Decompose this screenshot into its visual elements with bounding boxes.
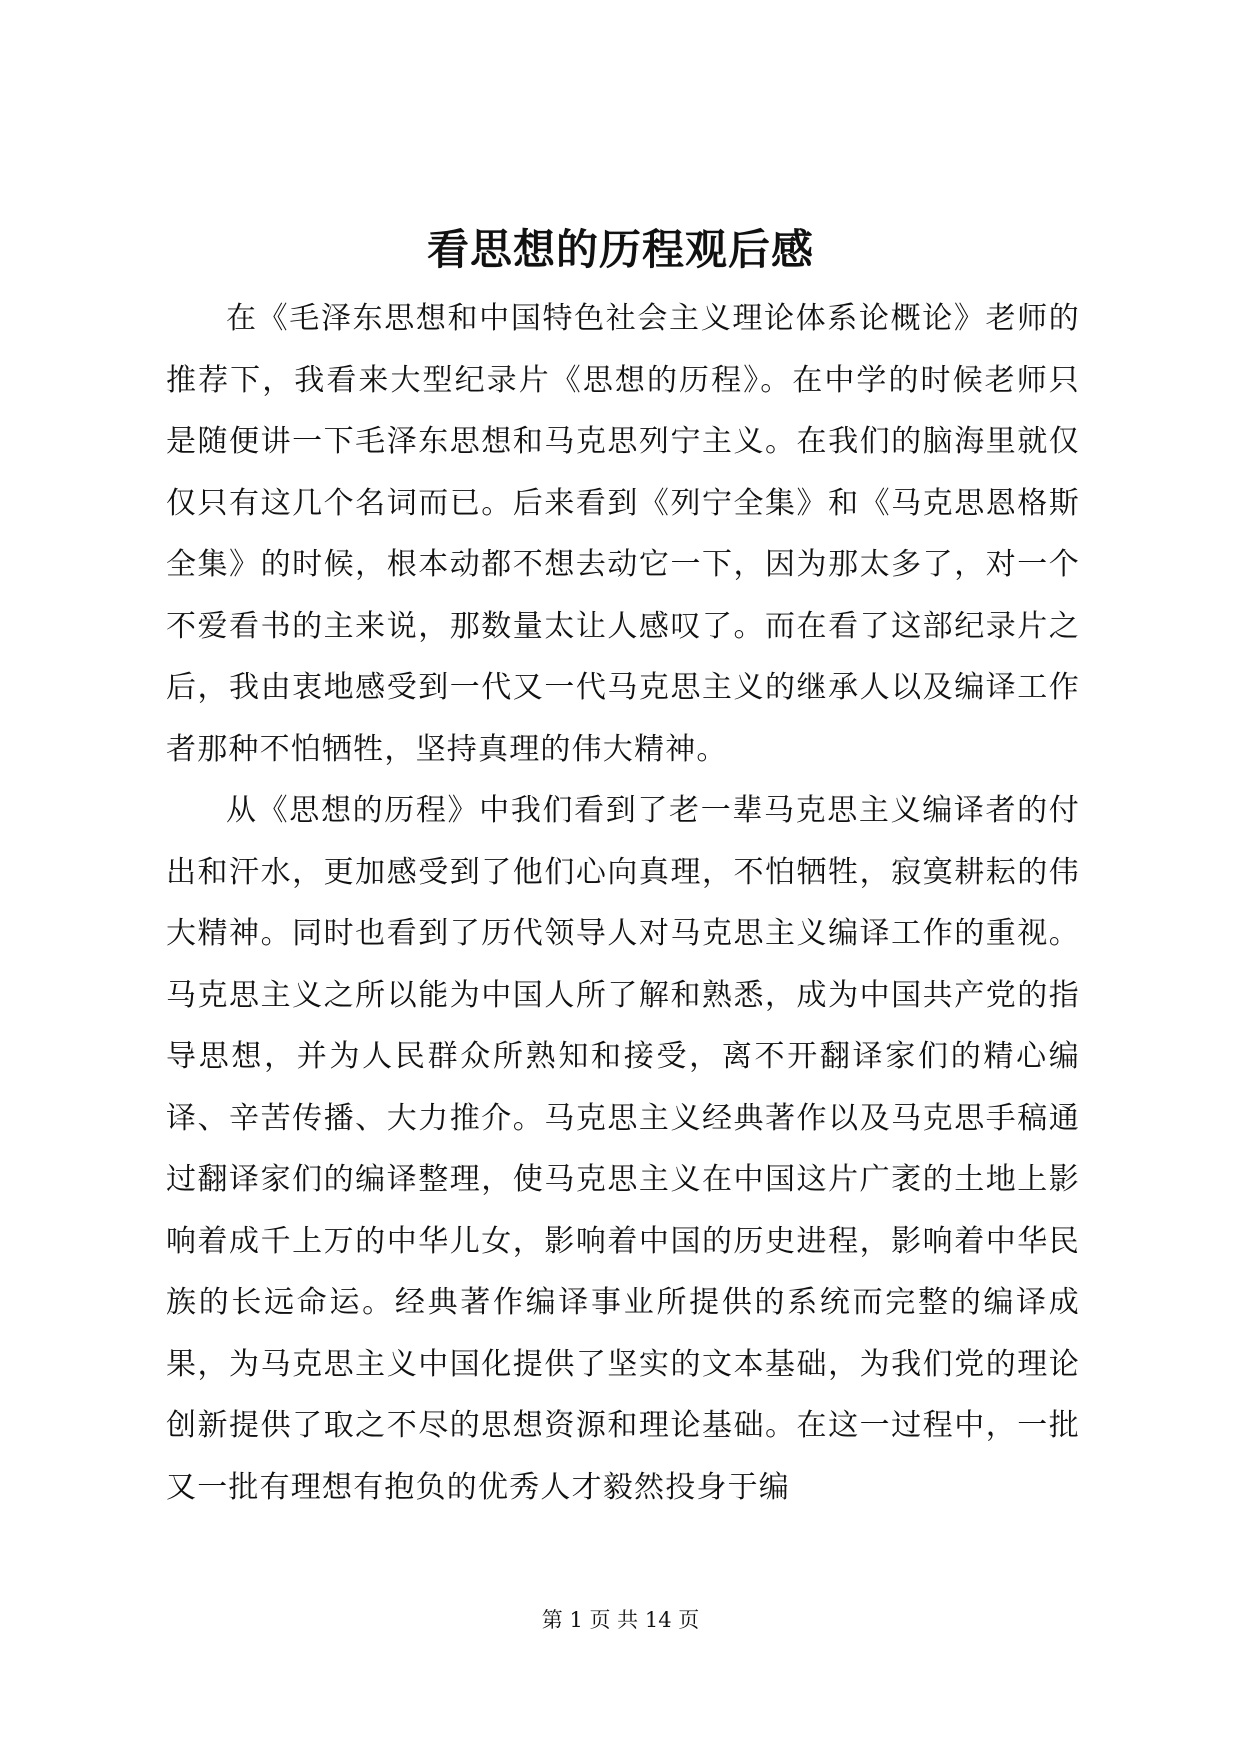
paragraph-2: 从《思想的历程》中我们看到了老一辈马克思主义编译者的付出和汗水，更加感受到了他们心向真理，不怕牺牲，寂寞耕耘的伟大精神。同时也看到了历代领导人对马克思主义编译工作的重视。马克思主义之所以能为中国人所了解和熟悉，成为中国共产党的指导思想，并为人民群众所熟知和接受，离不开翻译家们的精心编译、辛苦传播、大力推介。马克思主义经典著作以及马克思手稿通过翻译家们的编译整理，使马克思主义在中国这片广袤的土地上影响着成千上万的中华儿女，影响着中国的历史进程，影响着中华民族的长远命运。经典著作编译事业所提供的系统而完整的编译成果，为马克思主义中国化提供了坚实的文本基础，为我们党的理论创新提供了取之不尽的思想资源和理论基础。在这一过程中，一批又一批有理想有抱负的优秀人才毅然投身于编 [166, 793, 1080, 1505]
page-number-footer: 第 1 页 共 14 页 [541, 1608, 700, 1632]
document-title: 看思想的历程观后感 [426, 225, 814, 274]
document-body [166, 288, 1080, 1518]
paragraph-1: 在《毛泽东思想和中国特色社会主义理论体系论概论》老师的推荐下，我看来大型纪录片《思想的历程》。在中学的时候老师只是随便讲一下毛泽东思想和马克思列宁主义。在我们的脑海里就仅仅只有这几个名词而已。后来看到《列宁全集》和《马克思恩格斯全集》的时候，根本动都不想去动它一下，因为那太多了，对一个不爱看书的主来说，那数量太让人感叹了。而在看了这部纪录片之后，我由衷地感受到一代又一代马克思主义的继承人以及编译工作者那种不怕牺牲，坚持真理的伟大精神。 [166, 301, 1080, 767]
